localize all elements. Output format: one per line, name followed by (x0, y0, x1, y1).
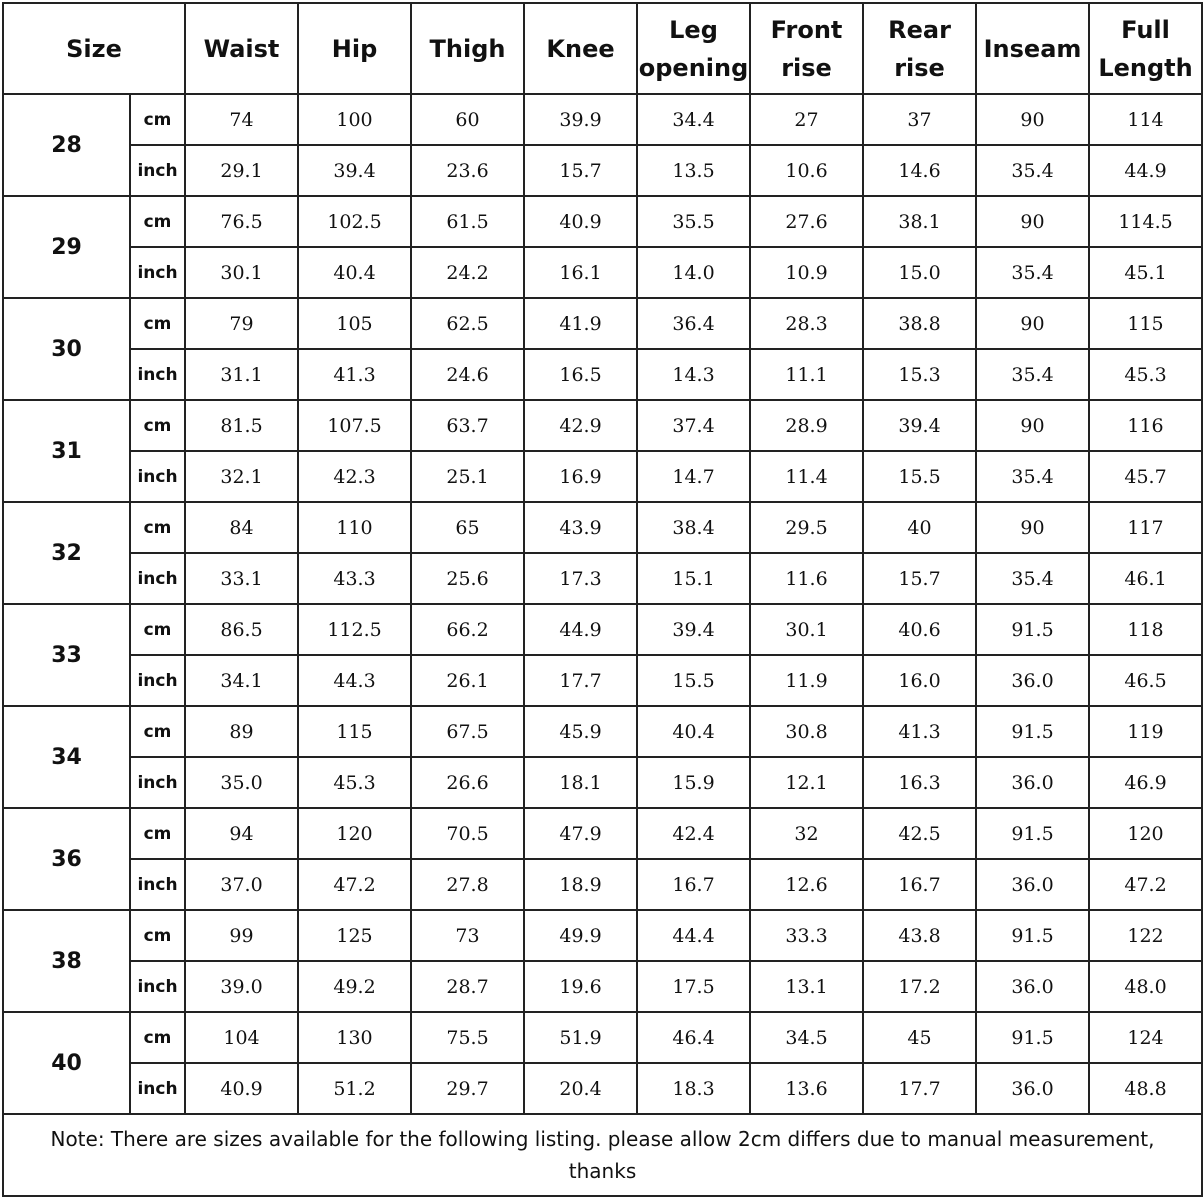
measurement-value: 29.1 (185, 145, 298, 196)
unit-label-cm: cm (130, 706, 185, 757)
size-label: 31 (3, 400, 130, 502)
waist-header: Waist (185, 3, 298, 94)
unit-label-cm: cm (130, 298, 185, 349)
note-text: Note: There are sizes available for the following listing. please allow 2cm differs due to manual measurement, thanks (3, 1114, 1202, 1196)
unit-label-cm: cm (130, 502, 185, 553)
table-row (3, 1012, 1202, 1063)
measurement-value: 15.5 (863, 451, 976, 502)
measurement-value: 90 (976, 94, 1089, 145)
table-row (3, 655, 1202, 706)
measurement-value: 38.8 (863, 298, 976, 349)
measurement-value: 17.5 (637, 961, 750, 1012)
measurement-value: 122 (1089, 910, 1202, 961)
inseam-header: Inseam (976, 3, 1089, 94)
measurement-value: 117 (1089, 502, 1202, 553)
table-row (3, 859, 1202, 910)
measurement-value: 39.4 (298, 145, 411, 196)
measurement-value: 16.7 (863, 859, 976, 910)
unit-label-inch: inch (130, 757, 185, 808)
measurement-value: 47.2 (1089, 859, 1202, 910)
measurement-value: 26.1 (411, 655, 524, 706)
measurement-value: 18.1 (524, 757, 637, 808)
measurement-value: 32 (750, 808, 863, 859)
measurement-value: 35.4 (976, 349, 1089, 400)
header-row (3, 3, 1202, 94)
table-body (3, 94, 1202, 1114)
measurement-value: 51.2 (298, 1063, 411, 1114)
measurement-value: 45 (863, 1012, 976, 1063)
measurement-value: 18.9 (524, 859, 637, 910)
measurement-value: 91.5 (976, 1012, 1089, 1063)
table-row (3, 349, 1202, 400)
measurement-value: 17.7 (863, 1063, 976, 1114)
measurement-value: 44.3 (298, 655, 411, 706)
measurement-value: 91.5 (976, 604, 1089, 655)
table-row (3, 145, 1202, 196)
measurement-value: 11.4 (750, 451, 863, 502)
measurement-value: 45.9 (524, 706, 637, 757)
measurement-value: 42.5 (863, 808, 976, 859)
measurement-value: 120 (298, 808, 411, 859)
measurement-value: 36.0 (976, 1063, 1089, 1114)
measurement-value: 84 (185, 502, 298, 553)
measurement-value: 46.1 (1089, 553, 1202, 604)
measurement-value: 49.2 (298, 961, 411, 1012)
measurement-value: 35.5 (637, 196, 750, 247)
measurement-value: 120 (1089, 808, 1202, 859)
measurement-value: 15.9 (637, 757, 750, 808)
rear-rise-header: Rear rise (863, 3, 976, 94)
measurement-value: 32.1 (185, 451, 298, 502)
measurement-value: 110 (298, 502, 411, 553)
measurement-value: 39.4 (637, 604, 750, 655)
measurement-value: 102.5 (298, 196, 411, 247)
measurement-value: 100 (298, 94, 411, 145)
measurement-value: 90 (976, 196, 1089, 247)
measurement-value: 47.9 (524, 808, 637, 859)
measurement-value: 16.7 (637, 859, 750, 910)
measurement-value: 31.1 (185, 349, 298, 400)
measurement-value: 36.0 (976, 859, 1089, 910)
table-row (3, 757, 1202, 808)
measurement-value: 81.5 (185, 400, 298, 451)
measurement-value: 19.6 (524, 961, 637, 1012)
measurement-value: 60 (411, 94, 524, 145)
front-rise-header: Front rise (750, 3, 863, 94)
measurement-value: 35.4 (976, 247, 1089, 298)
measurement-value: 11.1 (750, 349, 863, 400)
measurement-value: 116 (1089, 400, 1202, 451)
measurement-value: 37.0 (185, 859, 298, 910)
measurement-value: 28.3 (750, 298, 863, 349)
measurement-value: 45.3 (298, 757, 411, 808)
measurement-value: 37.4 (637, 400, 750, 451)
measurement-value: 43.8 (863, 910, 976, 961)
measurement-value: 70.5 (411, 808, 524, 859)
measurement-value: 20.4 (524, 1063, 637, 1114)
measurement-value: 44.9 (1089, 145, 1202, 196)
leg-opening-header: Leg opening (637, 3, 750, 94)
measurement-value: 49.9 (524, 910, 637, 961)
measurement-value: 41.3 (298, 349, 411, 400)
size-label: 34 (3, 706, 130, 808)
measurement-value: 42.4 (637, 808, 750, 859)
measurement-value: 114 (1089, 94, 1202, 145)
measurement-value: 38.1 (863, 196, 976, 247)
measurement-value: 47.2 (298, 859, 411, 910)
table-row (3, 451, 1202, 502)
measurement-value: 61.5 (411, 196, 524, 247)
measurement-value: 14.3 (637, 349, 750, 400)
measurement-value: 91.5 (976, 910, 1089, 961)
measurement-value: 39.4 (863, 400, 976, 451)
measurement-value: 40.6 (863, 604, 976, 655)
measurement-value: 16.1 (524, 247, 637, 298)
measurement-value: 37 (863, 94, 976, 145)
measurement-value: 40.4 (298, 247, 411, 298)
measurement-value: 11.6 (750, 553, 863, 604)
measurement-value: 104 (185, 1012, 298, 1063)
measurement-value: 105 (298, 298, 411, 349)
measurement-value: 91.5 (976, 808, 1089, 859)
measurement-value: 86.5 (185, 604, 298, 655)
unit-label-cm: cm (130, 808, 185, 859)
measurement-value: 39.0 (185, 961, 298, 1012)
table-footer (3, 1114, 1202, 1196)
measurement-value: 28.7 (411, 961, 524, 1012)
measurement-value: 15.1 (637, 553, 750, 604)
measurement-value: 16.3 (863, 757, 976, 808)
measurement-value: 16.9 (524, 451, 637, 502)
measurement-value: 15.5 (637, 655, 750, 706)
measurement-value: 34.4 (637, 94, 750, 145)
measurement-value: 40 (863, 502, 976, 553)
measurement-value: 17.3 (524, 553, 637, 604)
measurement-value: 25.6 (411, 553, 524, 604)
note-row (3, 1114, 1202, 1196)
measurement-value: 130 (298, 1012, 411, 1063)
measurement-value: 17.7 (524, 655, 637, 706)
measurement-value: 43.3 (298, 553, 411, 604)
measurement-value: 46.9 (1089, 757, 1202, 808)
measurement-value: 30.1 (185, 247, 298, 298)
unit-label-inch: inch (130, 655, 185, 706)
measurement-value: 125 (298, 910, 411, 961)
measurement-value: 27.8 (411, 859, 524, 910)
full-length-header: Full Length (1089, 3, 1202, 94)
measurement-value: 15.0 (863, 247, 976, 298)
measurement-value: 114.5 (1089, 196, 1202, 247)
unit-label-cm: cm (130, 1012, 185, 1063)
measurement-value: 34.5 (750, 1012, 863, 1063)
table-row (3, 706, 1202, 757)
measurement-value: 36.4 (637, 298, 750, 349)
measurement-value: 14.7 (637, 451, 750, 502)
size-header: Size (3, 3, 185, 94)
measurement-value: 36.0 (976, 757, 1089, 808)
unit-label-cm: cm (130, 400, 185, 451)
measurement-value: 34.1 (185, 655, 298, 706)
size-label: 38 (3, 910, 130, 1012)
measurement-value: 15.3 (863, 349, 976, 400)
table-row (3, 94, 1202, 145)
measurement-value: 12.1 (750, 757, 863, 808)
measurement-value: 42.3 (298, 451, 411, 502)
measurement-value: 33.1 (185, 553, 298, 604)
measurement-value: 10.6 (750, 145, 863, 196)
table-row (3, 196, 1202, 247)
measurement-value: 16.0 (863, 655, 976, 706)
measurement-value: 29.7 (411, 1063, 524, 1114)
measurement-value: 35.4 (976, 451, 1089, 502)
table-row (3, 1063, 1202, 1114)
measurement-value: 89 (185, 706, 298, 757)
table-row (3, 400, 1202, 451)
measurement-value: 45.1 (1089, 247, 1202, 298)
measurement-value: 35.4 (976, 553, 1089, 604)
measurement-value: 66.2 (411, 604, 524, 655)
measurement-value: 46.5 (1089, 655, 1202, 706)
measurement-value: 40.9 (185, 1063, 298, 1114)
unit-label-inch: inch (130, 553, 185, 604)
table-row (3, 808, 1202, 859)
unit-label-inch: inch (130, 961, 185, 1012)
measurement-value: 35.4 (976, 145, 1089, 196)
measurement-value: 76.5 (185, 196, 298, 247)
measurement-value: 27 (750, 94, 863, 145)
table-row (3, 604, 1202, 655)
measurement-value: 99 (185, 910, 298, 961)
table-row (3, 910, 1202, 961)
measurement-value: 51.9 (524, 1012, 637, 1063)
measurement-value: 16.5 (524, 349, 637, 400)
hip-header: Hip (298, 3, 411, 94)
unit-label-cm: cm (130, 604, 185, 655)
measurement-value: 17.2 (863, 961, 976, 1012)
measurement-value: 115 (1089, 298, 1202, 349)
measurement-value: 28.9 (750, 400, 863, 451)
measurement-value: 115 (298, 706, 411, 757)
measurement-value: 23.6 (411, 145, 524, 196)
measurement-value: 14.0 (637, 247, 750, 298)
measurement-value: 38.4 (637, 502, 750, 553)
size-label: 36 (3, 808, 130, 910)
measurement-value: 24.2 (411, 247, 524, 298)
unit-label-inch: inch (130, 859, 185, 910)
unit-label-inch: inch (130, 451, 185, 502)
measurement-value: 90 (976, 400, 1089, 451)
measurement-value: 118 (1089, 604, 1202, 655)
measurement-value: 13.1 (750, 961, 863, 1012)
size-label: 40 (3, 1012, 130, 1114)
table-row (3, 961, 1202, 1012)
measurement-value: 94 (185, 808, 298, 859)
measurement-value: 18.3 (637, 1063, 750, 1114)
unit-label-inch: inch (130, 145, 185, 196)
unit-label-inch: inch (130, 349, 185, 400)
measurement-value: 40.9 (524, 196, 637, 247)
measurement-value: 43.9 (524, 502, 637, 553)
unit-label-cm: cm (130, 94, 185, 145)
measurement-value: 73 (411, 910, 524, 961)
measurement-value: 15.7 (863, 553, 976, 604)
measurement-value: 14.6 (863, 145, 976, 196)
measurement-value: 24.6 (411, 349, 524, 400)
measurement-value: 48.8 (1089, 1063, 1202, 1114)
table-row (3, 553, 1202, 604)
measurement-value: 13.6 (750, 1063, 863, 1114)
measurement-value: 75.5 (411, 1012, 524, 1063)
measurement-value: 41.9 (524, 298, 637, 349)
measurement-value: 45.7 (1089, 451, 1202, 502)
measurement-value: 119 (1089, 706, 1202, 757)
measurement-value: 124 (1089, 1012, 1202, 1063)
measurement-value: 30.1 (750, 604, 863, 655)
measurement-value: 26.6 (411, 757, 524, 808)
measurement-value: 67.5 (411, 706, 524, 757)
measurement-value: 74 (185, 94, 298, 145)
measurement-value: 33.3 (750, 910, 863, 961)
measurement-value: 36.0 (976, 655, 1089, 706)
size-chart-table (2, 2, 1203, 1197)
table-row (3, 502, 1202, 553)
size-label: 29 (3, 196, 130, 298)
unit-label-cm: cm (130, 910, 185, 961)
measurement-value: 40.4 (637, 706, 750, 757)
measurement-value: 107.5 (298, 400, 411, 451)
table-row (3, 247, 1202, 298)
measurement-value: 44.4 (637, 910, 750, 961)
measurement-value: 48.0 (1089, 961, 1202, 1012)
measurement-value: 91.5 (976, 706, 1089, 757)
measurement-value: 45.3 (1089, 349, 1202, 400)
table-row (3, 298, 1202, 349)
measurement-value: 12.6 (750, 859, 863, 910)
measurement-value: 90 (976, 298, 1089, 349)
measurement-value: 30.8 (750, 706, 863, 757)
unit-label-cm: cm (130, 196, 185, 247)
measurement-value: 10.9 (750, 247, 863, 298)
knee-header: Knee (524, 3, 637, 94)
unit-label-inch: inch (130, 1063, 185, 1114)
size-label: 33 (3, 604, 130, 706)
measurement-value: 27.6 (750, 196, 863, 247)
measurement-value: 25.1 (411, 451, 524, 502)
measurement-value: 36.0 (976, 961, 1089, 1012)
size-label: 28 (3, 94, 130, 196)
measurement-value: 13.5 (637, 145, 750, 196)
measurement-value: 42.9 (524, 400, 637, 451)
table-header (3, 3, 1202, 94)
measurement-value: 15.7 (524, 145, 637, 196)
measurement-value: 79 (185, 298, 298, 349)
measurement-value: 11.9 (750, 655, 863, 706)
thigh-header: Thigh (411, 3, 524, 94)
size-label: 30 (3, 298, 130, 400)
measurement-value: 46.4 (637, 1012, 750, 1063)
unit-label-inch: inch (130, 247, 185, 298)
measurement-value: 65 (411, 502, 524, 553)
measurement-value: 29.5 (750, 502, 863, 553)
measurement-value: 90 (976, 502, 1089, 553)
measurement-value: 62.5 (411, 298, 524, 349)
measurement-value: 44.9 (524, 604, 637, 655)
measurement-value: 39.9 (524, 94, 637, 145)
measurement-value: 112.5 (298, 604, 411, 655)
measurement-value: 35.0 (185, 757, 298, 808)
size-label: 32 (3, 502, 130, 604)
measurement-value: 41.3 (863, 706, 976, 757)
measurement-value: 63.7 (411, 400, 524, 451)
